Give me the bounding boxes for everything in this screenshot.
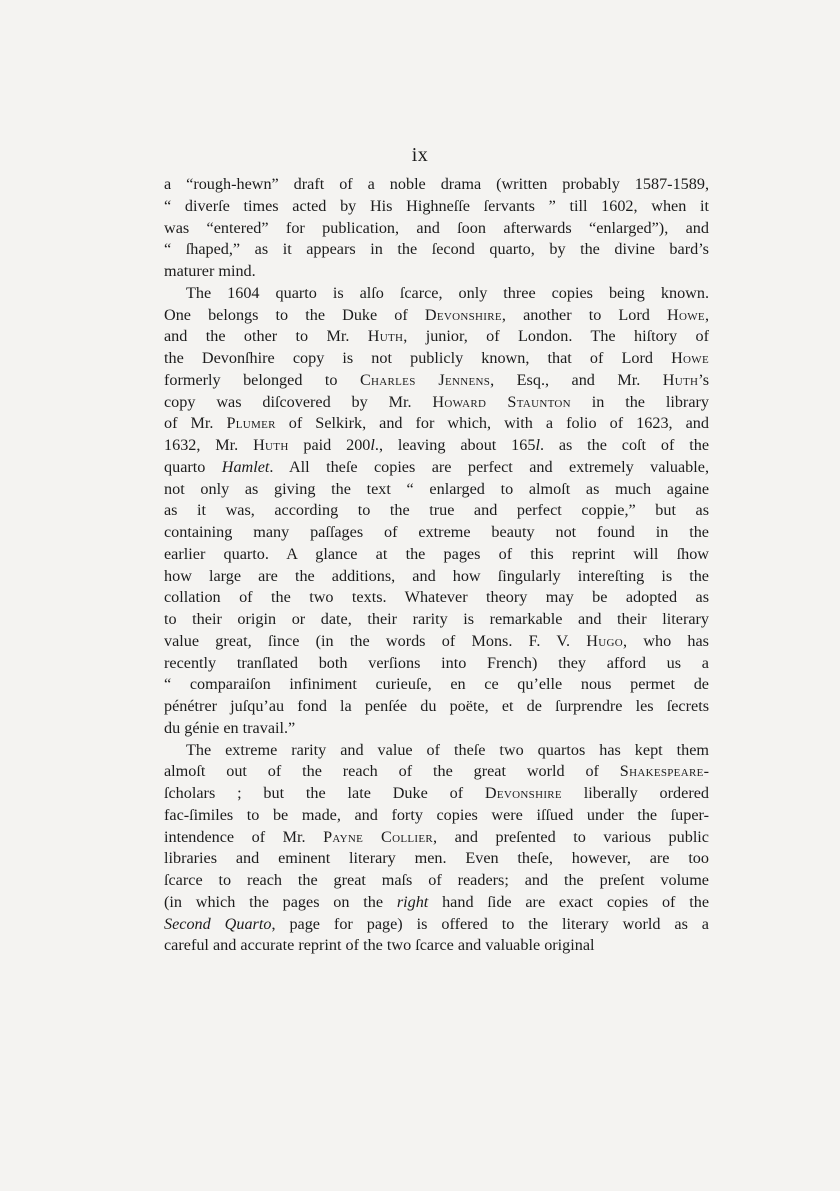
paragraph bbox=[164, 283, 709, 740]
text-line bbox=[164, 370, 709, 392]
text-line bbox=[164, 631, 709, 653]
text-run: , bbox=[704, 305, 709, 324]
small-caps-name: Charles Jennens bbox=[359, 370, 491, 389]
text-run: pénétrer juſqu’au fond la penſée du poëte, et de ſurprendre les ſecrets bbox=[164, 697, 709, 715]
italic-text: Hamlet bbox=[221, 457, 270, 476]
small-caps-name: Payne Collier bbox=[323, 827, 433, 846]
small-caps-name: Huth bbox=[662, 370, 699, 389]
text-line bbox=[164, 761, 709, 783]
text-run: was “entered” for publication, and ſoon afterwards “enlarged”), and bbox=[164, 218, 709, 237]
text-line bbox=[164, 827, 709, 849]
text-line bbox=[164, 196, 709, 218]
small-caps-name: Huth bbox=[367, 327, 404, 346]
text-line bbox=[164, 609, 709, 631]
text-run: recently tranſlated both verſions into French) they afford us a bbox=[164, 653, 709, 672]
text-run: . All theſe copies are perfect and extremely valuable, bbox=[269, 457, 709, 476]
text-line bbox=[164, 848, 709, 870]
text-run: hand ſide are exact copies of the bbox=[428, 892, 709, 911]
text-line bbox=[164, 348, 709, 370]
text-run: earlier quarto. A glance at the pages of this reprint will ſhow bbox=[164, 544, 709, 563]
text-run: , and preſented to various public bbox=[433, 827, 709, 846]
text-line bbox=[164, 479, 709, 501]
body-text bbox=[164, 174, 709, 957]
text-line bbox=[164, 914, 709, 936]
text-line bbox=[164, 892, 709, 914]
paragraph bbox=[164, 174, 709, 283]
text-run: collation of the two texts. Whatever theory may be adopted as bbox=[164, 588, 709, 607]
text-run: (in which the pages on the bbox=[164, 892, 397, 911]
text-run: not only as giving the text “ enlarged to almoſt as much againe bbox=[164, 479, 709, 498]
text-run: ., leaving about 165 bbox=[374, 436, 536, 454]
text-line bbox=[164, 457, 709, 479]
text-run: , another to Lord bbox=[501, 305, 667, 324]
text-line bbox=[164, 653, 709, 675]
text-line bbox=[164, 566, 709, 588]
text-line bbox=[164, 500, 709, 522]
text-run: to their origin or date, their rarity is remarkable and their literary bbox=[164, 610, 709, 628]
italic-text: Second Quarto bbox=[164, 914, 272, 933]
small-caps-name: Devonshire bbox=[424, 305, 502, 324]
text-line bbox=[164, 435, 709, 457]
text-line bbox=[164, 805, 709, 827]
italic-text: l bbox=[370, 436, 375, 454]
small-caps-name: Plumer bbox=[226, 414, 276, 433]
small-caps-name: Hugo bbox=[586, 631, 623, 650]
text-run: as it was, according to the true and perfect coppie,” but as bbox=[164, 501, 709, 520]
text-line bbox=[164, 174, 709, 196]
italic-text: l bbox=[535, 436, 540, 454]
text-line bbox=[164, 413, 709, 435]
text-run: formerly belonged to bbox=[164, 370, 360, 389]
text-line bbox=[164, 261, 709, 283]
small-caps-name: Howe bbox=[671, 349, 709, 367]
text-run: One belongs to the Duke of bbox=[164, 305, 425, 324]
text-run: , Esq., and Mr. bbox=[490, 370, 663, 389]
text-run: almoſt out of the reach of the great world of bbox=[164, 762, 620, 781]
text-run: , who has bbox=[622, 631, 709, 650]
text-line bbox=[164, 783, 709, 805]
text-line bbox=[164, 740, 709, 762]
text-line bbox=[164, 587, 709, 609]
text-run: value great, ſince (in the words of Mons. F. V. bbox=[164, 631, 587, 650]
text-run: ’s bbox=[698, 370, 710, 389]
text-line bbox=[164, 522, 709, 544]
text-run: and the other to Mr. bbox=[164, 327, 368, 346]
text-run: how large are the additions, and how ſingularly intereſting is the bbox=[164, 566, 709, 585]
text-run: “ diverſe times acted by His Highneſſe ſervants ” till 1602, when it bbox=[164, 196, 709, 215]
text-run: libraries and eminent literary men. Even theſe, however, are too bbox=[164, 849, 709, 868]
text-line bbox=[164, 218, 709, 240]
small-caps-name: Shakespeare bbox=[619, 762, 704, 781]
text-run: liberally ordered bbox=[561, 784, 709, 802]
text-run: . as the coſt of the bbox=[539, 436, 710, 454]
text-line bbox=[164, 326, 709, 348]
text-run: du génie en travail.” bbox=[164, 718, 296, 737]
text-run: ſcarce to reach the great maſs of readers; and the preſent volume bbox=[164, 871, 709, 889]
text-run: The extreme rarity and value of theſe two quartos has kept them bbox=[186, 740, 709, 759]
text-line bbox=[164, 392, 709, 414]
small-caps-name: Howe bbox=[667, 305, 705, 324]
text-run: quarto bbox=[164, 457, 222, 476]
text-run: paid 200 bbox=[288, 436, 371, 454]
text-run: containing many paſſages of extreme beauty not found in the bbox=[164, 523, 709, 541]
text-run: careful and accurate reprint of the two ſcarce and valuable original bbox=[164, 936, 595, 955]
small-caps-name: Devonshire bbox=[484, 784, 562, 802]
text-run: , page for page) is offered to the literary world as a bbox=[271, 914, 709, 933]
text-line bbox=[164, 674, 709, 696]
text-run: in the library bbox=[570, 392, 709, 411]
text-line bbox=[164, 696, 709, 718]
text-run: the Devonſhire copy is not publicly known, that of Lord bbox=[164, 349, 672, 367]
text-line bbox=[164, 283, 709, 305]
text-line bbox=[164, 544, 709, 566]
page-number: ix bbox=[411, 144, 429, 166]
text-run: “ comparaiſon infiniment curieuſe, en ce qu’elle nous permet de bbox=[164, 675, 709, 694]
italic-text: right bbox=[396, 892, 429, 911]
text-line bbox=[164, 718, 709, 740]
paragraph bbox=[164, 740, 709, 958]
text-run: maturer mind. bbox=[164, 262, 256, 280]
text-line bbox=[164, 305, 709, 327]
text-run: - bbox=[703, 762, 709, 781]
text-run: , junior, of London. The hiſtory of bbox=[403, 327, 710, 346]
text-run: copy was diſcovered by Mr. bbox=[164, 392, 433, 411]
text-run: of Mr. bbox=[164, 414, 227, 433]
text-run: fac-ſimiles to be made, and forty copies were iſſued under the ſuper- bbox=[164, 805, 709, 824]
text-line bbox=[164, 935, 709, 957]
text-run: ſcholars ; but the late Duke of bbox=[164, 784, 485, 802]
text-run: “ ſhaped,” as it appears in the ſecond quarto, by the divine bard’s bbox=[164, 240, 709, 259]
small-caps-name: Huth bbox=[253, 436, 289, 454]
text-line bbox=[164, 870, 709, 892]
text-run: 1632, Mr. bbox=[164, 436, 254, 454]
text-line bbox=[164, 239, 709, 261]
text-run: a “rough-hewn” draft of a noble drama (written probably 1587-1589, bbox=[164, 175, 709, 193]
small-caps-name: Howard Staunton bbox=[432, 392, 571, 411]
text-run: intendence of Mr. bbox=[164, 827, 324, 846]
text-run: The 1604 quarto is alſo ſcarce, only three copies being known. bbox=[186, 283, 709, 302]
text-run: of Selkirk, and for which, with a folio of 1623, and bbox=[275, 414, 709, 433]
